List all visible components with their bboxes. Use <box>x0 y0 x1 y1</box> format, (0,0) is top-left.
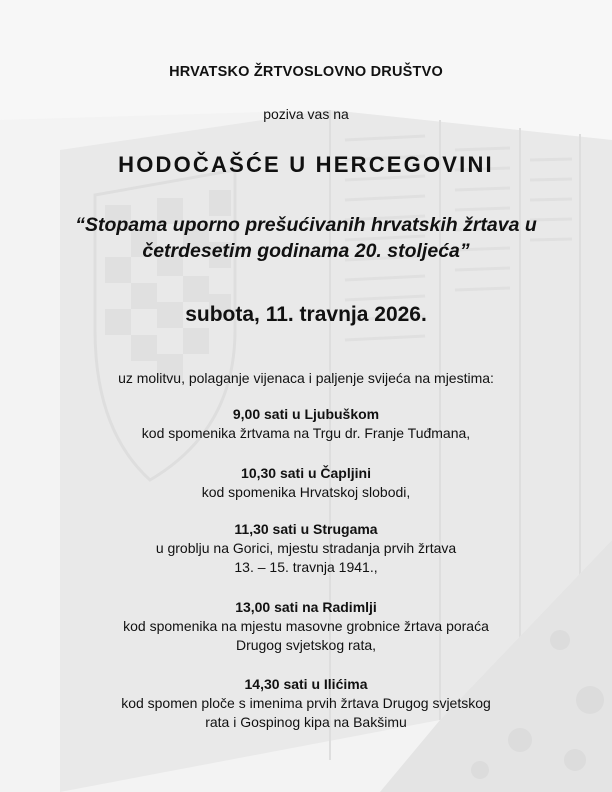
stop-time: 14,30 sati u Ilićima <box>244 676 368 692</box>
stop-description: kod spomenika na mjestu masovne grobnice žrtava poraća <box>123 618 489 634</box>
program-intro: uz molitvu, polaganje vijenaca i paljenje svijeća na mjestima: <box>118 370 494 386</box>
stop-description: kod spomenika Hrvatskoj slobodi, <box>201 484 411 500</box>
stop-time: 11,30 sati u Strugama <box>234 521 378 537</box>
stop-struge <box>0 520 612 577</box>
stop-time: 9,00 sati u Ljubuškom <box>232 406 380 422</box>
invitation-line: poziva vas na <box>263 106 349 122</box>
event-title: HODOČAŠĆE U HERCEGOVINI <box>118 152 494 177</box>
event-subtitle: “Stopama uporno prešućivanih hrvatskih žrtava u četrdesetim godinama 20. stoljeća” <box>75 214 537 262</box>
stop-description: u groblju na Gorici, mjestu stradanja prvih žrtava <box>155 540 457 556</box>
stop-description: kod spomenika žrtvama na Trgu dr. Franje Tuđmana, <box>141 425 471 441</box>
stop-description: Drugog svjetskog rata, <box>235 637 377 653</box>
stop-description: kod spomen ploče s imenima prvih žrtava Drugog svjetskog <box>121 695 491 711</box>
stop-description: 13. – 15. travnja 1941., <box>234 559 378 575</box>
stop-description: rata i Gospinog kipa na Bakšimu <box>205 714 407 730</box>
stop-capljina <box>0 464 612 502</box>
stop-time: 13,00 sati na Radimlji <box>235 599 377 615</box>
event-date: subota, 11. travnja 2026. <box>185 303 427 326</box>
stop-time: 10,30 sati u Čapljini <box>241 465 371 481</box>
stop-radimlja <box>0 598 612 655</box>
organization-name: HRVATSKO ŽRTVOSLOVNO DRUŠTVO <box>169 64 443 80</box>
stop-ilici <box>0 675 612 732</box>
stop-ljubuski <box>0 405 612 443</box>
